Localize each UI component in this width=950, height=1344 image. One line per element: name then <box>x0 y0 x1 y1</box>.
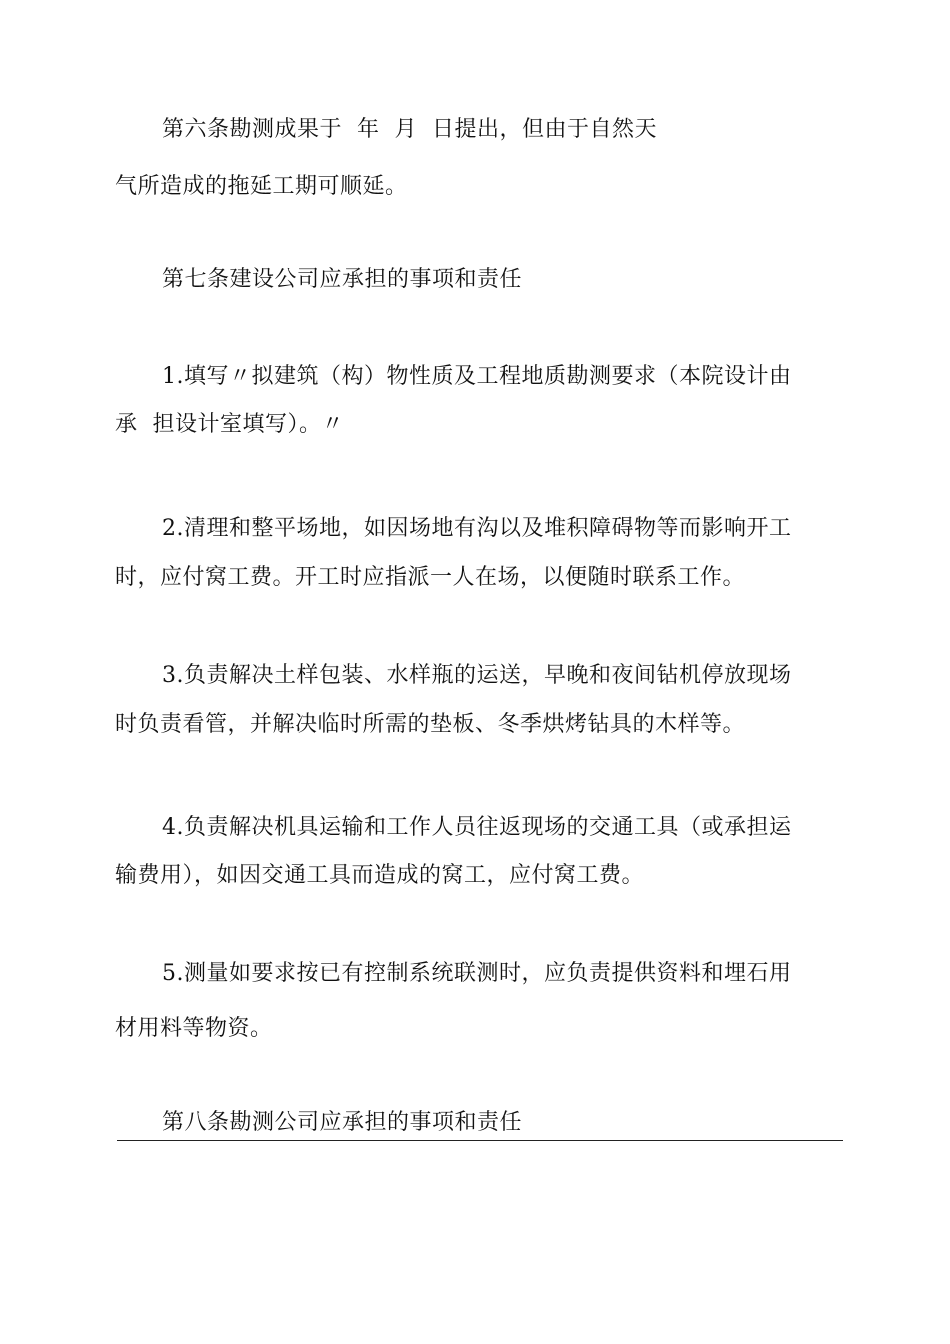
article-8-heading: 第八条勘测公司应承担的事项和责任 <box>162 1110 523 1135</box>
item-4-line-1: 4.负责解决机具运输和工作人员往返现场的交通工具（或承担运 <box>162 815 792 840</box>
item-2-line-1: 2.清理和整平场地，如因场地有沟以及堆积障碍物等而影响开工 <box>162 516 792 541</box>
item-1-line-2: 承 担设计室填写）。〃 <box>115 412 344 437</box>
footer-rule <box>117 1140 843 1141</box>
item-1-line-1: 1.填写〃拟建筑（构）物性质及工程地质勘测要求（本院设计由 <box>162 364 792 389</box>
article-6-line-1: 第六条勘测成果于 年 月 日提出，但由于自然天 <box>162 117 657 142</box>
item-2-line-2: 时，应付窝工费。开工时应指派一人在场，以便随时联系工作。 <box>115 565 746 590</box>
item-3-line-1: 3.负责解决土样包装、水样瓶的运送，早晚和夜间钻机停放现场 <box>162 663 792 688</box>
item-4-line-2: 输费用），如因交通工具而造成的窝工，应付窝工费。 <box>115 863 645 888</box>
item-5-line-1: 5.测量如要求按已有控制系统联测时，应负责提供资料和埋石用 <box>162 961 792 986</box>
article-6-line-2: 气所造成的拖延工期可顺延。 <box>115 174 408 199</box>
item-3-line-2: 时负责看管，并解决临时所需的垫板、冬季烘烤钻具的木样等。 <box>115 712 746 737</box>
item-5-line-2: 材用料等物资。 <box>115 1016 273 1041</box>
article-7-heading: 第七条建设公司应承担的事项和责任 <box>162 267 523 292</box>
